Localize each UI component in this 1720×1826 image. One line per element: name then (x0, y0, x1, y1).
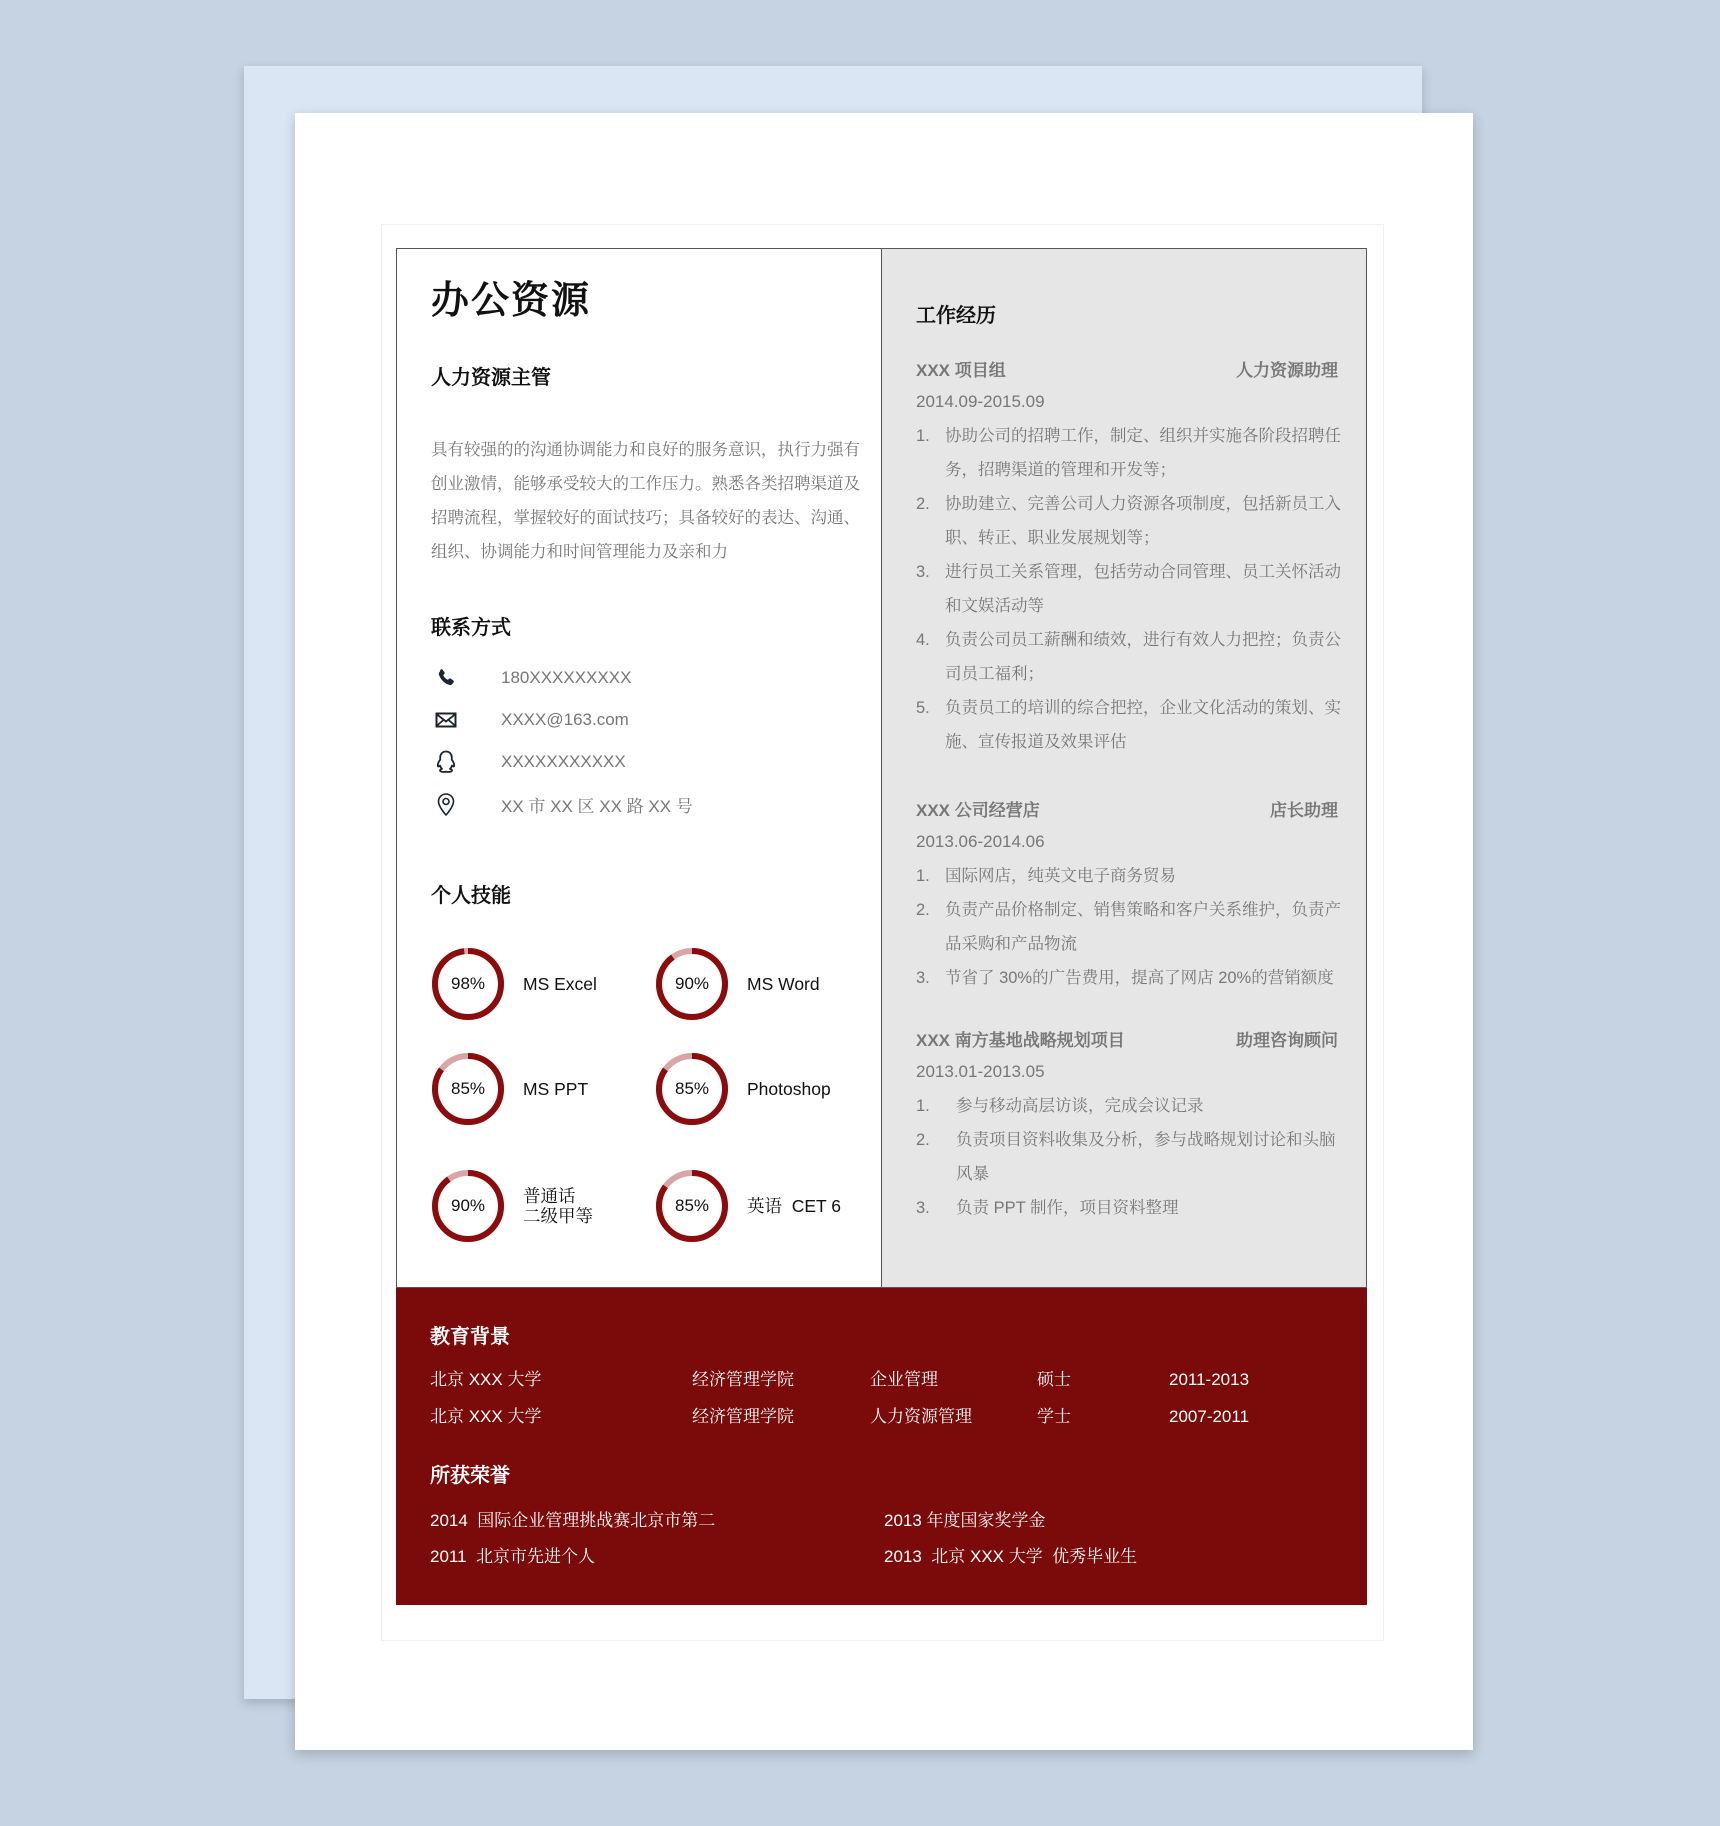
skill-name: 普通话 二级甲等 (523, 1186, 593, 1226)
skill-percent: 90% (674, 974, 710, 993)
work-entry-header (916, 1027, 1346, 1055)
work-company: XXX 公司经营店 (916, 801, 1040, 820)
skill-item (431, 1169, 631, 1243)
bottom-band (396, 1288, 1367, 1605)
edu-degree: 学士 (1037, 1407, 1071, 1426)
skills-heading: 个人技能 (431, 885, 511, 907)
work-heading: 工作经历 (916, 305, 996, 327)
duty-number: 1. (916, 867, 930, 885)
work-entry (916, 797, 1346, 995)
honor-item: 2014 国际企业管理挑战赛北京市第二 (430, 1511, 716, 1530)
edu-years: 2007-2011 (1169, 1407, 1250, 1426)
work-entry-header (916, 797, 1346, 825)
location-icon (433, 791, 459, 817)
edu-college: 经济管理学院 (692, 1407, 794, 1426)
work-company: XXX 南方基地战略规划项目 (916, 1031, 1125, 1050)
duty-number: 3. (916, 1199, 930, 1217)
left-column (396, 248, 881, 1288)
contact-qq (433, 747, 626, 777)
edu-years: 2011-2013 (1169, 1370, 1250, 1389)
work-entry (916, 357, 1346, 759)
right-column (881, 248, 1367, 1288)
duty-number: 2. (916, 1131, 930, 1149)
duty-text: 节省了 30%的广告费用，提高了网店 20%的营销额度 (945, 969, 1334, 987)
work-duty (916, 1089, 1346, 1123)
duty-number: 4. (916, 631, 930, 649)
duty-number: 3. (916, 563, 930, 581)
self-summary: 具有较强的的沟通协调能力和良好的服务意识，执行力强有创业激情，能够承受较大的工作压力。熟悉各类招聘渠道及招聘流程，掌握较好的面试技巧；具备较好的表达、沟通、组织、协调能力和时间管理能力及亲和力 (431, 441, 860, 561)
contact-email-text: XXXX@163.com (501, 710, 629, 729)
honor-item: 2011 北京市先进个人 (430, 1547, 596, 1566)
skill-percent: 85% (674, 1196, 710, 1215)
skill-percent: 85% (450, 1079, 486, 1098)
edu-degree: 硕士 (1037, 1370, 1071, 1389)
skill-item (431, 947, 631, 1021)
duty-number: 1. (916, 1097, 930, 1115)
work-period: 2013.06-2014.06 (916, 832, 1045, 851)
duty-number: 3. (916, 969, 930, 987)
skill-item (431, 1052, 631, 1126)
work-duty (916, 487, 1346, 555)
duty-text: 负责公司员工薪酬和绩效，进行有效人力把控；负责公司员工福利； (945, 631, 1341, 683)
qq-icon (433, 749, 459, 775)
education-heading: 教育背景 (430, 1326, 510, 1348)
duty-text: 协助公司的招聘工作，制定、组织并实施各阶段招聘任务，招聘渠道的管理和开发等； (945, 427, 1341, 479)
skill-name: 英语 CET 6 (747, 1196, 842, 1216)
skill-name: MS Word (747, 974, 820, 994)
contact-heading: 联系方式 (431, 617, 511, 639)
edu-school: 北京 XXX 大学 (430, 1370, 542, 1389)
contact-address-text: XX 市 XX 区 XX 路 XX 号 (501, 796, 693, 816)
skill-item (655, 1169, 855, 1243)
work-entry (916, 1027, 1346, 1225)
work-duty (916, 555, 1346, 623)
duty-number: 2. (916, 495, 930, 513)
edu-major: 人力资源管理 (870, 1407, 972, 1426)
work-duty (916, 961, 1346, 995)
skill-percent: 90% (450, 1196, 486, 1215)
skill-name: Photoshop (747, 1079, 831, 1099)
duty-number: 5. (916, 699, 930, 717)
duty-text: 负责产品价格制定、销售策略和客户关系维护，负责产品采购和产品物流 (945, 901, 1341, 953)
work-duty (916, 1191, 1346, 1225)
edu-school: 北京 XXX 大学 (430, 1407, 542, 1426)
work-duty (916, 859, 1346, 893)
honors-heading: 所获荣誉 (430, 1465, 510, 1487)
resume-name: 办公资源 (431, 280, 592, 322)
duty-text: 负责 PPT 制作，项目资料整理 (956, 1199, 1179, 1217)
duty-text: 负责员工的培训的综合把控，企业文化活动的策划、实施、宣传报道及效果评估 (945, 699, 1341, 751)
job-title: 人力资源主管 (431, 367, 551, 389)
contact-email (433, 705, 629, 735)
work-duty (916, 1123, 1346, 1191)
work-period: 2014.09-2015.09 (916, 392, 1045, 411)
skill-percent: 85% (674, 1079, 710, 1098)
skill-percent: 98% (450, 974, 486, 993)
duty-number: 1. (916, 427, 930, 445)
honor-item: 2013 年度国家奖学金 (884, 1511, 1046, 1530)
work-duty (916, 691, 1346, 759)
skill-item (655, 947, 855, 1021)
duty-text: 协助建立、完善公司人力资源各项制度，包括新员工入职、转正、职业发展规划等； (945, 495, 1341, 547)
contact-phone-text: 180XXXXXXXXX (501, 668, 632, 687)
skill-item (655, 1052, 855, 1126)
duty-text: 进行员工关系管理，包括劳动合同管理、员工关怀活动和文娱活动等 (945, 563, 1341, 615)
contact-address (433, 789, 693, 819)
work-entry-header (916, 357, 1346, 385)
duty-text: 国际网店，纯英文电子商务贸易 (945, 867, 1176, 885)
edu-major: 企业管理 (870, 1370, 938, 1389)
mail-icon (433, 707, 459, 733)
work-duty (916, 419, 1346, 487)
skill-name: MS PPT (523, 1079, 589, 1099)
work-role: 店长助理 (1270, 801, 1338, 820)
work-company: XXX 项目组 (916, 361, 1006, 380)
duty-number: 2. (916, 901, 930, 919)
duty-text: 参与移动高层访谈，完成会议记录 (956, 1097, 1204, 1115)
duty-text: 负责项目资料收集及分析，参与战略规划讨论和头脑风暴 (956, 1131, 1336, 1183)
edu-college: 经济管理学院 (692, 1370, 794, 1389)
skill-name: MS Excel (523, 974, 597, 994)
resume (396, 248, 1367, 1605)
work-duty (916, 623, 1346, 691)
contact-phone (433, 663, 632, 693)
work-role: 人力资源助理 (1236, 361, 1338, 380)
work-duty (916, 893, 1346, 961)
work-period: 2013.01-2013.05 (916, 1062, 1045, 1081)
contact-qq-text: XXXXXXXXXXX (501, 752, 626, 771)
phone-icon (433, 665, 459, 691)
work-role: 助理咨询顾问 (1236, 1031, 1338, 1050)
honor-item: 2013 北京 XXX 大学 优秀毕业生 (884, 1547, 1138, 1566)
